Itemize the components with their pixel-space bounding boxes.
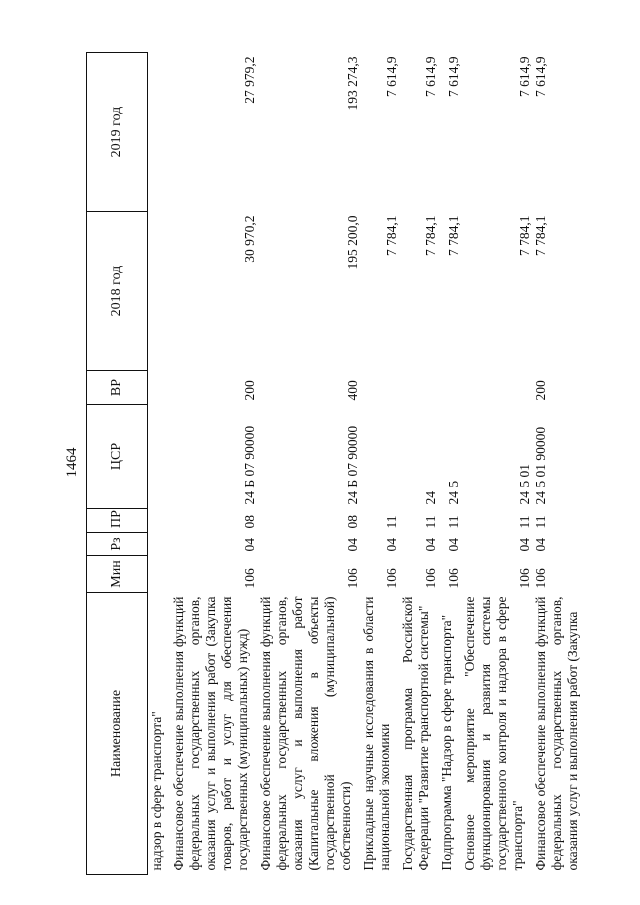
table-row <box>462 53 533 875</box>
row-vr <box>439 371 462 405</box>
header-2019: 2019 год <box>87 53 148 212</box>
row-2019 <box>148 53 172 212</box>
row-min <box>148 556 172 593</box>
table-row <box>171 53 258 875</box>
row-2018: 7 784,1 <box>446 215 461 256</box>
row-pr: 11 <box>517 515 532 529</box>
row-2018: 7 784,1 <box>423 215 438 256</box>
row-2019: 7 614,9 <box>517 56 532 97</box>
row-name: Государственная программа Российской Федерации "Развитие транспортной системы" <box>400 596 431 871</box>
row-2019: 7 614,9 <box>384 56 399 97</box>
header-csr: ЦСР <box>87 405 148 509</box>
row-pr: 11 <box>533 515 548 529</box>
table-row <box>439 53 462 875</box>
row-csr: 24 5 01 <box>517 464 532 505</box>
row-2018: 195 200,0 <box>345 215 360 270</box>
row-pr: 08 <box>242 515 257 529</box>
table-row <box>361 53 400 875</box>
row-name: Финансовое обеспечение выполнения функций федеральных государственных органов, оказания услуг и выполнения работ (Капитальные вложения в объекты государственной (муниципальной) собственности) <box>258 596 353 871</box>
row-vr <box>361 371 400 405</box>
row-2018 <box>148 212 172 371</box>
row-name: надзор в сфере транспорта" <box>149 711 164 871</box>
row-rz: 04 <box>242 538 257 552</box>
table-row <box>400 53 439 875</box>
row-vr: 200 <box>242 380 257 401</box>
row-pr <box>148 509 172 533</box>
row-min: 106 <box>423 568 438 589</box>
row-vr: 200 <box>533 380 548 401</box>
row-2018: 7 784,1 <box>533 215 548 256</box>
row-min: 106 <box>345 568 360 589</box>
row-2019: 7 614,9 <box>423 56 438 97</box>
table-row <box>533 53 581 875</box>
row-2019: 7 614,9 <box>533 56 548 97</box>
row-rz: 04 <box>345 538 360 552</box>
row-2018: 30 970,2 <box>242 215 257 263</box>
row-2019: 27 979,2 <box>242 56 257 104</box>
row-2018: 7 784,1 <box>384 215 399 256</box>
row-min: 106 <box>384 568 399 589</box>
row-pr: 11 <box>384 515 399 529</box>
row-name: Прикладные научные исследования в области национальной экономики <box>361 596 392 871</box>
row-name: Основное мероприятие "Обеспечение функционирования и развития системы государственного контроля и надзора в сфере транспорта" <box>462 596 525 871</box>
row-pr: 08 <box>345 515 360 529</box>
row-csr: 24 Б 07 90000 <box>345 425 360 505</box>
row-vr <box>400 371 439 405</box>
header-2018: 2018 год <box>87 212 148 371</box>
row-csr <box>148 405 172 509</box>
row-csr: 24 5 01 90000 <box>533 426 548 505</box>
row-vr <box>462 371 533 405</box>
budget-table <box>86 52 581 875</box>
row-pr: 11 <box>423 515 438 529</box>
row-min: 106 <box>533 568 548 589</box>
row-rz <box>148 533 172 556</box>
table-row <box>148 53 172 875</box>
row-rz: 04 <box>423 538 438 552</box>
table-row <box>258 53 361 875</box>
header-rz: Рз <box>87 533 148 556</box>
row-csr: 24 5 <box>446 480 461 505</box>
row-csr <box>361 405 400 509</box>
row-rz: 04 <box>533 538 548 552</box>
rotated-page <box>60 40 600 885</box>
row-2018: 7 784,1 <box>517 215 532 256</box>
row-name: Финансовое обеспечение выполнения функций федеральных государственных органов, оказания услуг и выполнения работ (Закупка <box>533 596 580 871</box>
row-min: 106 <box>242 568 257 589</box>
row-vr: 400 <box>345 380 360 401</box>
row-vr <box>148 371 172 405</box>
header-pr: ПР <box>87 509 148 533</box>
row-name: Подпрограмма "Надзор в сфере транспорта" <box>439 614 454 871</box>
header-min: Мин <box>87 556 148 593</box>
row-csr: 24 <box>423 491 438 505</box>
row-name: Финансовое обеспечение выполнения функций федеральных государственных органов, оказания услуг и выполнения работ (Закупка товаров, работ и услуг для обеспечения государственных (муниципальных) нужд) <box>171 596 250 871</box>
row-pr: 11 <box>446 515 461 529</box>
row-rz: 04 <box>517 538 532 552</box>
page-number: 1464 <box>64 447 80 478</box>
header-vr: ВР <box>87 371 148 405</box>
row-rz: 04 <box>446 538 461 552</box>
row-min: 106 <box>446 568 461 589</box>
row-2019: 7 614,9 <box>446 56 461 97</box>
row-csr: 24 Б 07 90000 <box>242 425 257 505</box>
row-min: 106 <box>517 568 532 589</box>
header-name: Наименование <box>87 593 148 875</box>
table-header-row <box>87 53 148 875</box>
row-rz: 04 <box>384 538 399 552</box>
row-2019: 193 274,3 <box>345 56 360 111</box>
